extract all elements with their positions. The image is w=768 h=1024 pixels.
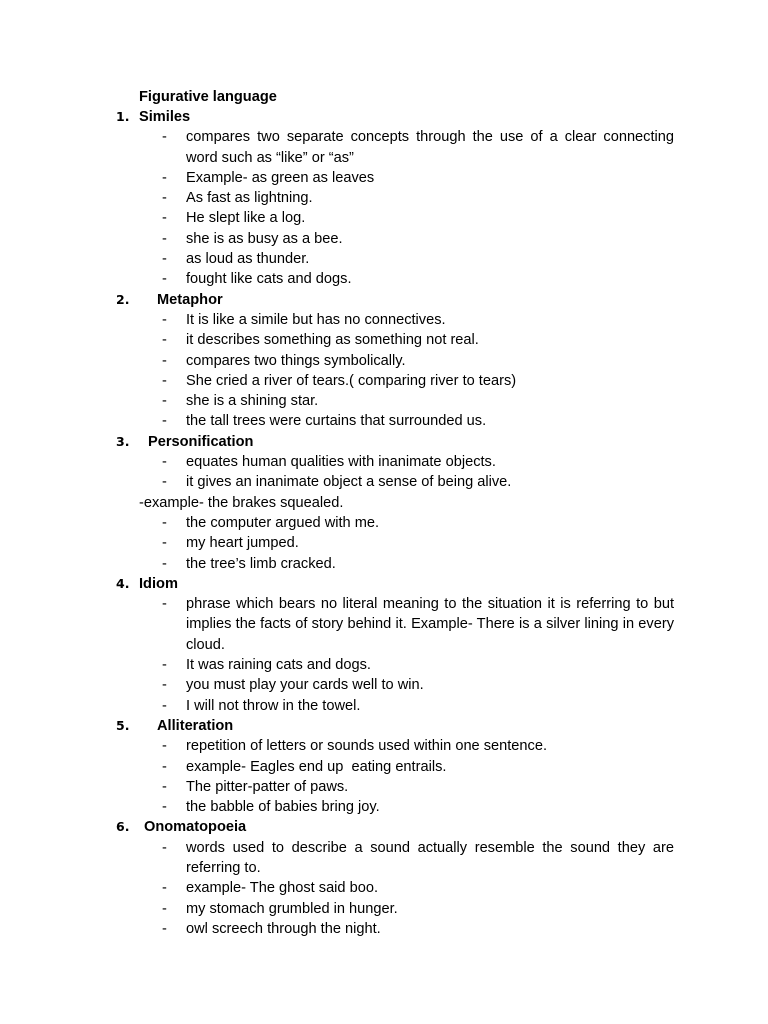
bullet-text: it gives an inanimate object a sense of being alive. [186, 474, 512, 491]
dash-marker: - [162, 555, 167, 572]
list-item [0, 351, 768, 371]
list-item [0, 533, 768, 553]
bullet-list [0, 127, 768, 289]
list-item [0, 675, 768, 695]
list-item [0, 269, 768, 289]
bullet-text: fought like cats and dogs. [186, 271, 352, 288]
list-item [0, 899, 768, 919]
dash-marker: - [162, 758, 167, 775]
bullet-list [0, 310, 768, 432]
list-item [0, 838, 768, 879]
dash-marker: - [162, 413, 167, 430]
dash-marker: - [162, 657, 167, 674]
section-number: 6. [116, 819, 130, 835]
dash-marker: - [162, 129, 167, 146]
bullet-text: my stomach grumbled in hunger. [186, 900, 398, 917]
dash-marker: - [162, 271, 167, 288]
section-heading [0, 574, 768, 594]
bullet-text: the tall trees were curtains that surrounded us. [186, 413, 487, 430]
list-item [0, 371, 768, 391]
list-item [0, 310, 768, 330]
bullet-text: my heart jumped. [186, 535, 299, 552]
list-item [0, 696, 768, 716]
section-heading [0, 817, 768, 837]
list-item [0, 229, 768, 249]
list-item [0, 249, 768, 269]
dash-marker: - [162, 880, 167, 897]
list-item [0, 554, 768, 574]
dash-marker: - [162, 311, 167, 328]
list-item [0, 411, 768, 431]
dash-marker: - [162, 920, 167, 937]
bullet-text: example- Eagles end up eating entrails. [186, 758, 447, 775]
dash-marker: - [162, 393, 167, 410]
bullet-list [0, 513, 768, 574]
section-personification [0, 432, 768, 574]
section-label: Personification [148, 433, 254, 450]
bullet-text: phrase which bears no literal meaning to the situation it is referring to but implies the facts of story behind it. Example- There is a silver lining in every cloud. [186, 596, 674, 653]
bullet-text: example- The ghost said boo. [186, 880, 378, 897]
bullet-text: compares two separate concepts through the use of a clear connecting word such as “like” or “as” [186, 129, 674, 166]
dash-marker: - [162, 778, 167, 795]
section-number: 2. [116, 291, 130, 307]
dash-marker: - [162, 474, 167, 491]
dash-marker: - [162, 697, 167, 714]
section-heading [0, 432, 768, 452]
section-onomatopoeia [0, 817, 768, 939]
dash-marker: - [162, 251, 167, 268]
section-alliteration [0, 716, 768, 817]
section-metaphor [0, 290, 768, 432]
list-item [0, 168, 768, 188]
bullet-text: It was raining cats and dogs. [186, 657, 371, 674]
list-item [0, 736, 768, 756]
bullet-text: she is a shining star. [186, 393, 319, 410]
bullet-text: the babble of babies bring joy. [186, 799, 380, 816]
bullet-text: repetition of letters or sounds used within one sentence. [186, 738, 548, 755]
section-label: Similes [139, 109, 191, 125]
bullet-list [0, 594, 768, 716]
section-heading [0, 716, 768, 736]
bullet-text: The pitter-patter of paws. [186, 778, 349, 795]
section-number: 1. [116, 109, 130, 124]
dash-marker: - [162, 839, 167, 856]
document-title: Figurative language [139, 89, 277, 105]
dash-marker: - [162, 900, 167, 917]
example-note: -example- the brakes squealed. [139, 494, 344, 511]
list-item [0, 797, 768, 817]
bullet-list [0, 736, 768, 817]
section-label: Onomatopoeia [144, 819, 247, 836]
bullet-text: as loud as thunder. [186, 251, 310, 268]
bullet-text: I will not throw in the towel. [186, 697, 361, 714]
section-number: 4. [116, 575, 130, 591]
section-label: Idiom [139, 575, 178, 592]
dash-marker: - [162, 230, 167, 247]
list-item [0, 513, 768, 533]
list-item [0, 452, 768, 472]
list-item [0, 878, 768, 898]
bullet-text: He slept like a log. [186, 210, 306, 227]
bullet-text: the tree’s limb cracked. [186, 555, 336, 572]
list-item [0, 330, 768, 350]
dash-marker: - [162, 169, 167, 186]
section-similes [0, 107, 768, 290]
dash-marker: - [162, 454, 167, 471]
list-item [0, 188, 768, 208]
bullet-text: she is as busy as a bee. [186, 230, 343, 247]
dash-marker: - [162, 799, 167, 816]
list-item [0, 472, 768, 492]
bullet-text: words used to describe a sound actually resemble the sound they are referring to. [186, 839, 674, 876]
dash-marker: - [162, 738, 167, 755]
dash-marker: - [162, 372, 167, 389]
dash-marker: - [162, 190, 167, 207]
list-item [0, 127, 768, 168]
bullet-text: you must play your cards well to win. [186, 677, 424, 694]
section-label: Alliteration [157, 717, 234, 734]
bullet-list [0, 452, 768, 493]
dash-marker: - [162, 332, 167, 349]
list-item [0, 655, 768, 675]
list-item [0, 594, 768, 655]
dash-marker: - [162, 677, 167, 694]
sections-list [0, 107, 768, 939]
dash-marker: - [162, 514, 167, 531]
section-heading [0, 290, 768, 310]
dash-marker: - [162, 535, 167, 552]
bullet-text: Example- as green as leaves [186, 169, 375, 186]
bullet-list [0, 838, 768, 939]
bullet-text: it describes something as something not real. [186, 332, 479, 349]
list-item [0, 919, 768, 939]
list-item [0, 208, 768, 228]
dash-marker: - [162, 210, 167, 227]
bullet-text: compares two things symbolically. [186, 352, 406, 369]
section-heading [0, 107, 768, 127]
bullet-text: equates human qualities with inanimate objects. [186, 454, 496, 471]
section-number: 5. [116, 717, 130, 733]
list-item [0, 391, 768, 411]
bullet-text: As fast as lightning. [186, 190, 313, 207]
dash-marker: - [162, 596, 167, 613]
list-item [0, 777, 768, 797]
section-number: 3. [116, 433, 130, 449]
section-label: Metaphor [157, 291, 223, 308]
bullet-text: It is like a simile but has no connectives. [186, 311, 446, 328]
dash-marker: - [162, 352, 167, 369]
bullet-text: the computer argued with me. [186, 514, 380, 531]
section-idiom [0, 574, 768, 716]
bullet-text: owl screech through the night. [186, 920, 381, 937]
list-item [0, 757, 768, 777]
bullet-text: She cried a river of tears.( comparing river to tears) [186, 372, 517, 389]
